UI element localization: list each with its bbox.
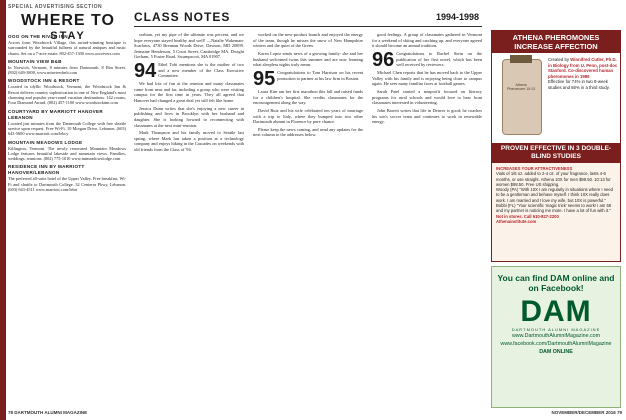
column-text: Sarah Patel started a nonprofit focused on literacy programs for rural schools and would love to hear from classmates interested in volunteering. xyxy=(372,88,482,106)
column-3 xyxy=(372,32,482,408)
where-title: WHERE TO xyxy=(21,12,115,29)
product-bottle-icon xyxy=(502,59,542,135)
ad-url: Athenainstitute.com xyxy=(496,218,537,224)
ad-proof-text: Vials of 1/6 oz. added to 2-4 oz. of your fragrance, lasts 4-6 months, or use straight. Athena 10X for men $99.50. 10:13 for women $98.50. Free US shipping. xyxy=(496,171,611,187)
listing-title: OOO ON THE RIVER INN xyxy=(8,34,68,39)
ad-text-a: Created by xyxy=(548,57,570,62)
column-text: sorbian, yet my pipe of the ultimate was percent, and we hope everyone stayed healthy and well! —Natalie Wakeman-Scarlatos, 4730 Brennan Woods Drive, Dawson, MD 20899. Jermaine Henderson, 5 Court Street, Cambridge MA. Dwight Gorham, 5 Foster Road, Swampscott, MA 01907. xyxy=(134,32,244,60)
column-1 xyxy=(134,32,244,408)
ad-proof-heading: PROVEN EFFECTIVE IN 3 DOUBLE-BLIND STUDIES xyxy=(492,143,620,163)
column-text: worked on the new-product launch and enjoyed the energy of the team, though he misses the snow of New Hampshire winters and the quiet of the Green. xyxy=(253,32,363,49)
ad-description xyxy=(548,57,618,91)
listing-title: MOUNTAIN MEADOWS LODGE xyxy=(8,139,83,145)
listing-body: In Norwich, Vermont, 8 minutes from Dartmouth. 8 Elm Street. (802) 649-3800, www.mtnviewbnb.com xyxy=(8,64,126,76)
ad-text-c: Effective for 74% in two 8-week studies and 68% in a third study. xyxy=(548,79,610,90)
column-text: Michael Chen reports that he has moved back to the Upper Valley with his family and is enjoying being close to campus again. He sees many familiar faces at football games. xyxy=(372,69,482,87)
dam-logo-sub: DARTMOUTH ALUMNI MAGAZINE xyxy=(511,327,601,332)
class-year-number: 95 xyxy=(253,67,276,90)
listing-body: Killington, Vermont. The newly renovated Mountain Meadows Lodge features beautiful lakeside and mountain views. Families, weddings, reunions. (802) 775-1010 www.mtmeadowslodge.com xyxy=(8,145,126,162)
dam-tag: DAM ONLINE xyxy=(539,349,573,355)
class-year-block xyxy=(372,48,482,71)
footer-right: NOVEMBER/DECEMBER 2016 79 xyxy=(551,410,622,415)
listing-title: COURTYARD BY MARRIOTT HANOVER LEBANON xyxy=(8,108,103,120)
dam-url-facebook: www.facebook.com/DartmouthAlumniMagazine xyxy=(500,341,612,347)
column-text: John Barrett writes that life in Denver is good; he coaches his son's soccer team and continues to work in renewable energy. xyxy=(372,107,482,125)
listing-body: Located in idyllic Woodstock, Vermont, the Woodstock Inn & Resort delivers country sophistication in one of New England's most charming and popular year-round vacation destinations. 142 rooms, Four Diamond Award. (802) 457-1100 www.woodstockinn.com xyxy=(8,84,126,106)
athena-pheromones-ad xyxy=(491,30,621,262)
column-text: Laura Kim ran her first marathon this fall and raised funds for a children's hospital. She credits classmates for the encouragement along the way. xyxy=(253,88,363,106)
listing-body: The preferred all-suite hotel of the Upper Valley. Free breakfast, Wi-Fi and shuttle to Dartmouth College. 32 Centerra Pkwy, Lebanon. (603) 643-4511 www.marriott.com/lebri xyxy=(8,176,126,193)
class-year-lead: Ethel Tobi mentions she is the mother of two and a new member of the Class Executive Committee. xyxy=(158,62,244,79)
column-text: Mark Thompson and his family moved to Seattle last spring, where Mark has taken a position at a technology company and enjoys hiking in the Cascades on weekends with old friends from the Class of '94. xyxy=(134,130,244,153)
class-year-block xyxy=(134,60,244,83)
ad-body xyxy=(492,53,620,143)
listing-item xyxy=(8,78,126,105)
listing-body: Across from Woodstock Village, this award-winning boutique is surrounded by the beautiful fullness of natural antiques and rustic charm. Set on a 7-acre estate. 802-457-1300 www.ooorivers.com xyxy=(8,40,126,56)
column-text: David Ruiz and his wife celebrated ten years of marriage with a trip to Italy, where they bumped into two other Dartmouth alumni in Florence by pure chance. xyxy=(253,107,363,125)
bottle-cap-icon xyxy=(510,55,532,63)
listing-item xyxy=(8,140,126,162)
listing-title: RESIDENCE INN BY MARRIOTT HANOVER/LEBANON xyxy=(8,164,85,176)
dam-url-web: www.DartmouthAlumniMagazine.com xyxy=(511,333,601,339)
listing-item xyxy=(8,109,126,137)
page-edge-rail xyxy=(0,0,6,420)
page-footer xyxy=(8,410,622,418)
header-rule xyxy=(134,26,482,27)
listing-item xyxy=(8,59,126,76)
ad-proof-sub: INCREASES YOUR ATTRACTIVENESS xyxy=(496,166,573,171)
listing-body: Located just minutes from the Dartmouth College with free shuttle service upon request. Free Wi-Fi. 10 Morgan Drive, Lebanon. (603) 643-5600 www.marriott.com/lebcy xyxy=(8,120,126,137)
ad-text-b: Winnifred Cutler, Ph.D. in Biology from U. Penn, post-doc Stanford. Co-discovered human pheromones in 1986 xyxy=(548,57,618,79)
bottle-label: Athena Pheromone 10:13 xyxy=(507,83,535,91)
listing-item xyxy=(8,34,126,56)
class-year-number: 94 xyxy=(134,60,157,83)
section-label: SPECIAL ADVERTISING SECTION xyxy=(8,4,103,10)
where-sub: STAY xyxy=(50,30,86,42)
listing-title: WOODSTOCK INN & RESORT xyxy=(8,78,80,84)
column-text: good feelings. A group of classmates gathered in Vermont for a weekend of skiing and catching up, and everyone agreed it should become an annual tradition. xyxy=(372,32,482,49)
ad-headline: ATHENA PHEROMONES INCREASE AFFECTION xyxy=(492,31,620,53)
class-year-lead: Congratulations to Tom Harrison on his recent promotion to partner at his law firm in Boston. xyxy=(277,69,363,81)
class-year-number: 96 xyxy=(372,48,395,71)
dam-find-text: You can find DAM online and on Facebook! xyxy=(497,273,615,293)
where-to-stay-listings xyxy=(8,34,126,408)
column-2 xyxy=(253,32,363,408)
ad-call-to-action: Not in stores. Call 610-827-2200 xyxy=(496,213,559,219)
dam-online-ad xyxy=(491,266,621,408)
class-year-block xyxy=(253,67,363,90)
listing-title: MOUNTAIN VIEW B&B xyxy=(8,58,62,64)
dam-logo: DAM xyxy=(520,295,592,328)
column-text: Please keep the news coming, and send any updates for the next column to the addresses below. xyxy=(253,126,363,138)
column-text: Jessica Dunn writes that she's enjoying a new career in publishing and lives in Brooklyn with her husband and daughter. She is looking forward to reconnecting with classmates at the next mini-reunion. xyxy=(134,105,244,128)
class-notes-heading: CLASS NOTES xyxy=(134,10,231,24)
column-text: Karen Lopez sends news of a growing family: she and her husband welcomed twins this summer and are now learning what sleepless nights truly mean. xyxy=(253,50,363,68)
class-years: 1994-1998 xyxy=(436,12,480,22)
class-year-lead: Congratulations to Rachel Stein on the publication of her first novel, which has been well received by reviewers. xyxy=(396,50,482,68)
ad-testimonial: Woody (PA) "With 10X I am regularly in situations where I need to be a gentleman and behave myself. I think 10X really does work. I am married and I love my wife, but 10X is powerful." xyxy=(496,187,614,203)
column-text: We had lots of fun at the reunion and many classmates came from near and far, including a group who were visiting campus for the first time in years. They all agreed that Hanover had changed a great deal yet still felt like home. xyxy=(134,81,244,103)
footer-left: 78 DARTMOUTH ALUMNI MAGAZINE xyxy=(8,410,88,415)
ad-testimonial: Bobbi (FL) "Your scientific 'magic trick' seems to work! I am 58 and my partner is noticing me more. I have a lot of fun with it." xyxy=(496,203,612,214)
listing-item xyxy=(8,164,126,192)
ad-proof-body xyxy=(492,163,620,262)
